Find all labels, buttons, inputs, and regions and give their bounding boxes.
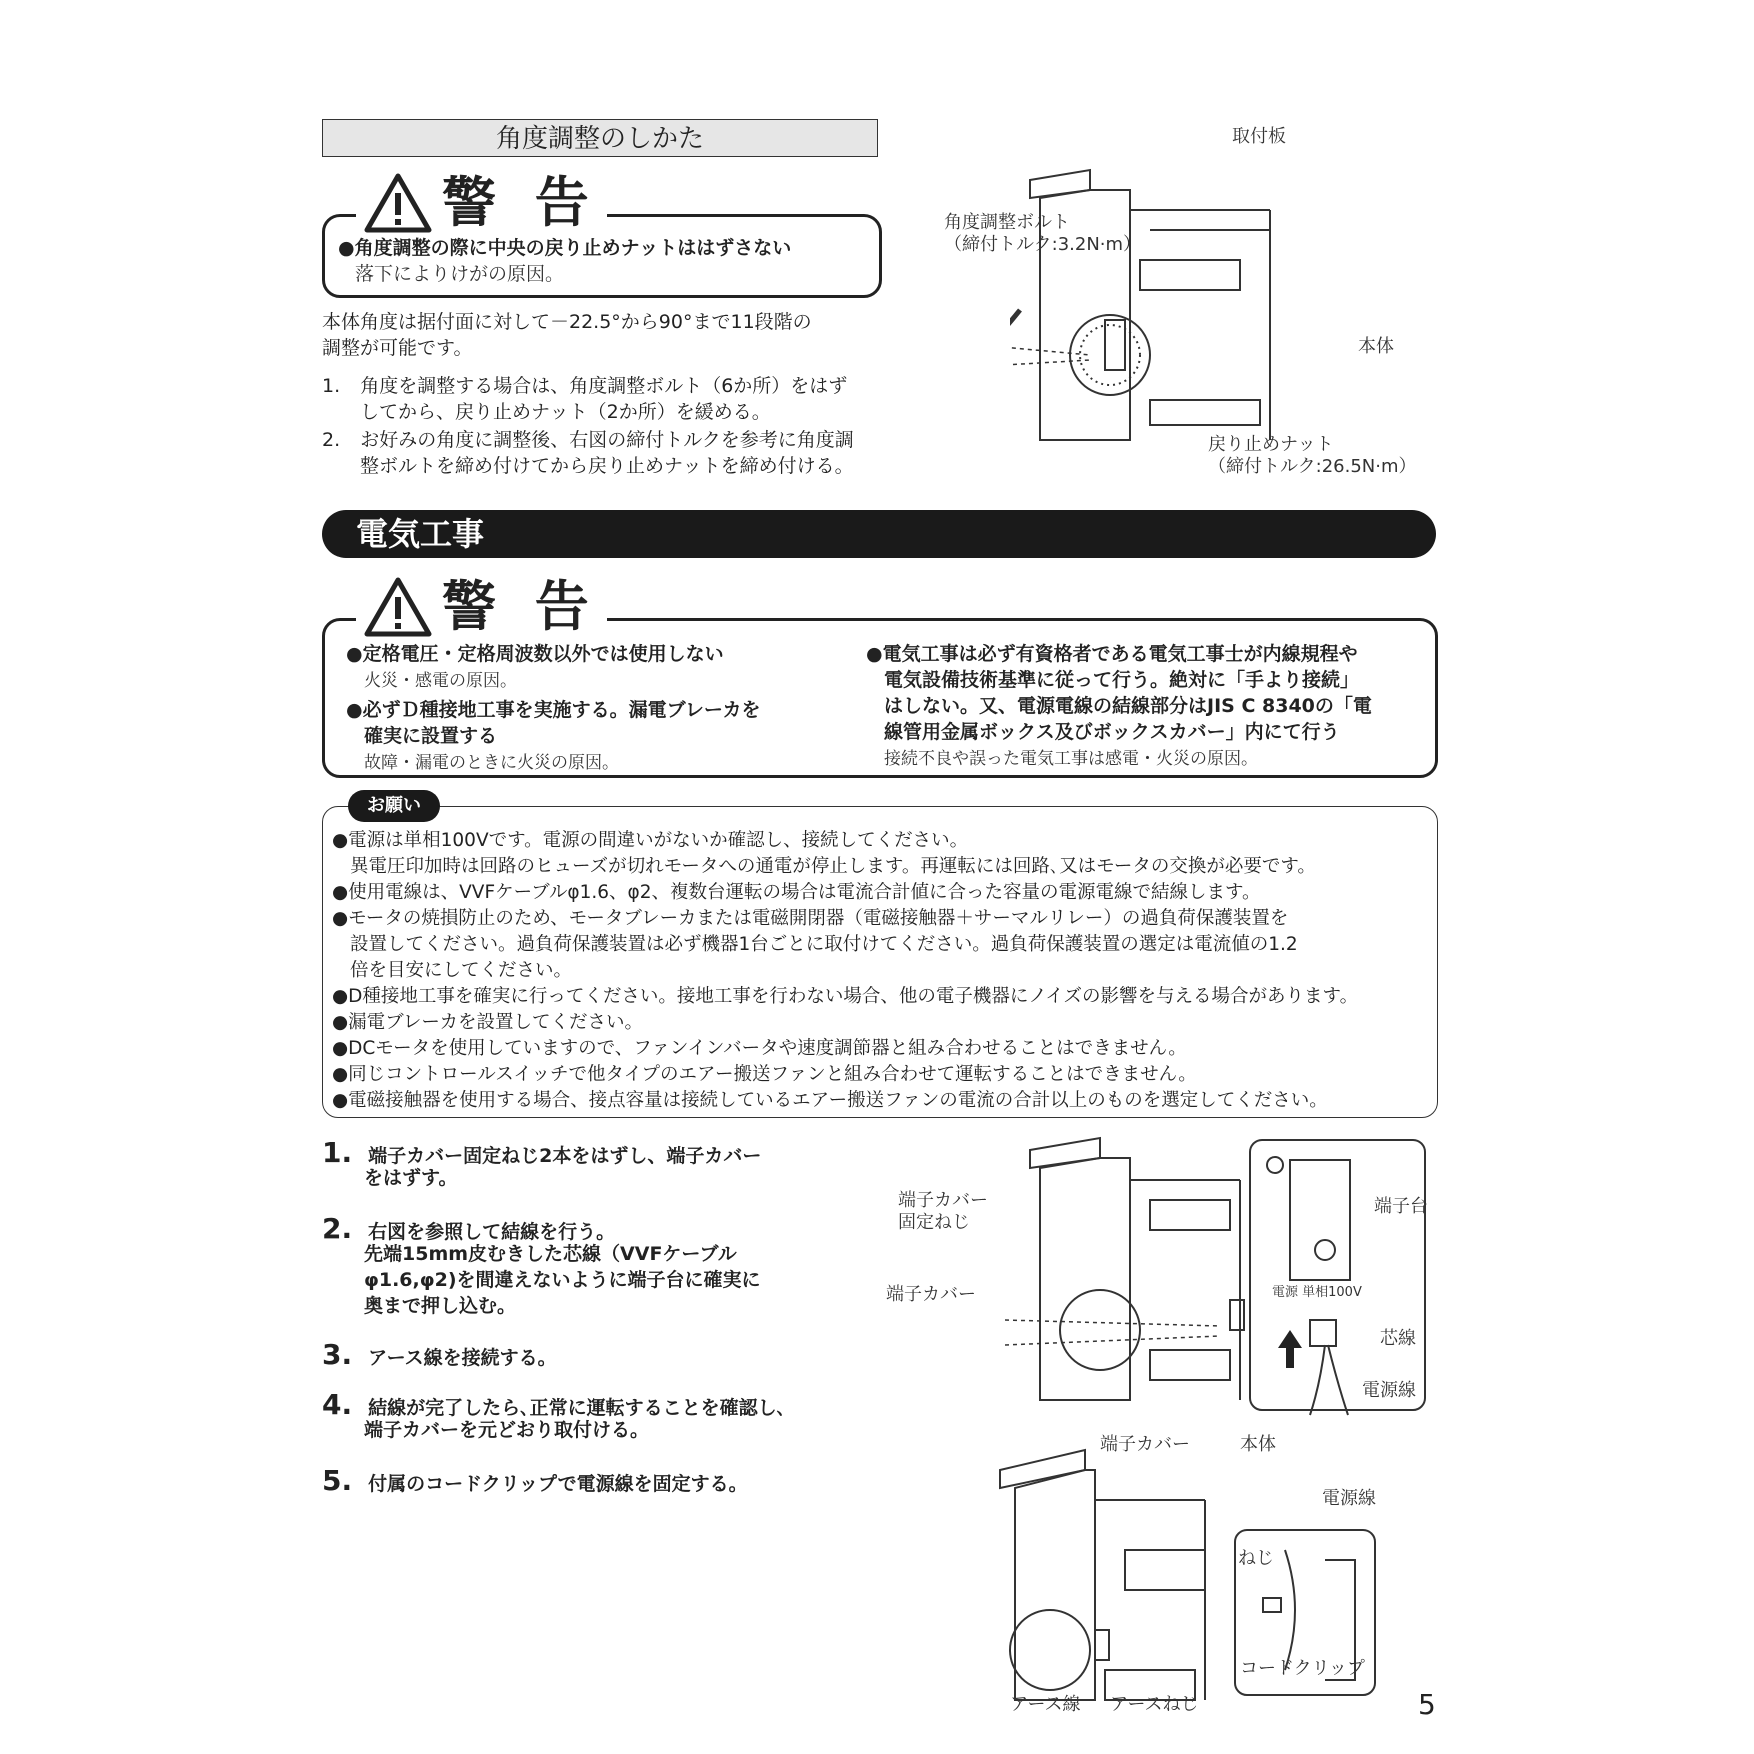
elec-step-2-cont: 先端15mm皮むきした芯線（VVFケーブル [364,1243,737,1265]
elec-step-4 [322,1388,787,1421]
step-text: 角度を調整する場合は、角度調整ボルト（6か所）をはず [360,375,848,397]
step-number: 3. [322,1338,353,1371]
label-fig2-earth-wire: アース線 [1010,1694,1081,1715]
label-lock-nut: 戻り止めナット [1208,434,1334,455]
label-terminal-cover: 端子カバー [886,1284,976,1305]
elec-step-4-cont: 端子カバーを元どおり取付ける。 [364,1419,650,1441]
elec-warning-1-main: ●定格電圧・定格周波数以外では使用しない [346,643,724,665]
label-fig2-cord-clip: コードクリップ [1240,1658,1365,1679]
label-terminal-marking: 電源 単相100V [1272,1285,1362,1300]
request-line: ●モータの焼損防止のため、モータブレーカまたは電磁開閉器（電磁接触器＋サーマルリレー）の過負荷保護装置を [332,908,1289,929]
angle-step-1 [322,374,847,399]
elec-warning-3-line4: 線管用金属ボックス及びボックスカバー」内にて行う [884,721,1340,743]
terminal-wiring-diagram [990,1130,1440,1420]
request-line: ●D種接地工事を確実に行ってください。接地工事を行わない場合、他の電子機器にノイズの影響を与える場合があります。 [332,986,1359,1007]
label-fig2-terminal-cover: 端子カバー [1100,1434,1190,1455]
elec-step-2-cont: 奥まで押し込む。 [364,1295,517,1317]
elec-step-1 [322,1136,762,1169]
angle-step-1-cont: してから、戻り止めナット（2か所）を緩める。 [360,401,771,423]
label-mount-plate: 取付板 [1232,126,1286,147]
angle-intro-line2: 調整が可能です。 [322,337,473,359]
angle-step-2 [322,428,854,453]
step-number: 5. [322,1464,353,1497]
label-power-wire: 電源線 [1362,1380,1416,1401]
elec-step-1-cont: をはずす。 [364,1167,458,1189]
request-line: ●電源は単相100Vです。電源の間違いがないか確認し、接続してください。 [332,830,969,851]
angle-section-title: 角度調整のしかた [322,119,878,157]
step-text: 付属のコードクリップで電源線を固定する。 [368,1473,748,1495]
step-text: 結線が完了したら､正常に運転することを確認し､ [368,1397,787,1419]
electrical-warning-header [356,572,607,642]
step-number: 1. [322,375,341,397]
label-terminal-block: 端子台 [1374,1196,1428,1217]
angle-warning-header [356,168,607,238]
label-bolt-torque: （締付トルク:3.2N·m） [944,234,1142,255]
label-cover-screw-1: 端子カバー [898,1190,988,1211]
elec-step-2 [322,1212,616,1245]
request-label: お願い [348,790,440,822]
label-nut-torque: （締付トルク:26.5N·m） [1208,456,1417,477]
step-number: 2. [322,429,341,451]
step-number: 2. [322,1212,353,1245]
request-line: 設置してください。過負荷保護装置は必ず機器1台ごとに取付けてください。過負荷保護装置の選定は電流値の1.2 [350,934,1298,955]
warning-triangle-icon [364,577,432,637]
elec-warning-3-line3: はしない。又、電源電線の結線部分はJIS C 8340の「電 [884,695,1372,717]
label-fig2-earth-screw: アースねじ [1110,1694,1199,1715]
elec-step-2-cont: φ1.6,φ2)を間違えないように端子台に確実に [364,1269,761,1291]
elec-step-3 [322,1338,557,1371]
step-number: 1. [322,1136,353,1169]
angle-warning-sub: 落下によりけがの原因。 [355,263,565,285]
angle-step-2-cont: 整ボルトを締め付けてから戻り止めナットを締め付ける。 [360,455,854,477]
angle-warning-main: ●角度調整の際に中央の戻り止めナットははずさない [338,237,792,259]
label-core-wire: 芯線 [1380,1328,1416,1349]
elec-warning-3-sub: 接続不良や誤った電気工事は感電・火災の原因。 [884,749,1258,769]
electrical-warning-word: 警 告 [442,575,599,638]
label-angle-bolt: 角度調整ボルト [944,212,1070,233]
request-line: ●同じコントロールスイッチで他タイプのエアー搬送ファンと組み合わせて運転することはできません。 [332,1064,1197,1085]
elec-warning-2-main1: ●必ずＤ種接地工事を実施する。漏電ブレーカを [346,699,761,721]
elec-warning-3-line2: 電気設備技術基準に従って行う。絶対に「手より接続」 [884,669,1360,691]
request-line: 倍を目安にしてください。 [350,960,573,981]
electrical-section-title: 電気工事 [322,510,1436,558]
step-number: 4. [322,1388,353,1421]
step-text: 右図を参照して結線を行う。 [368,1221,616,1243]
label-fig2-screw: ねじ [1238,1548,1274,1569]
label-body: 本体 [1358,336,1394,357]
step-text: アース線を接続する。 [368,1347,557,1369]
label-fig2-power-wire: 電源線 [1322,1488,1376,1509]
request-line: 異電圧印加時は回路のヒューズが切れモータへの通電が停止します。再運転には回路､又はモータの交換が必要です。 [350,856,1316,877]
label-cover-screw-2: 固定ねじ [898,1212,970,1233]
page-number: 5 [1418,1688,1436,1721]
step-text: お好みの角度に調整後、右図の締付トルクを参考に角度調 [360,429,854,451]
request-line: ●使用電線は、VVFケーブルφ1.6、φ2、複数台運転の場合は電流合計値に合った容量の電源電線で結線します。 [332,882,1261,903]
label-fig2-body: 本体 [1240,1434,1276,1455]
elec-warning-3-line1: ●電気工事は必ず有資格者である電気工事士が内線規程や [866,643,1358,665]
angle-intro-line1: 本体角度は据付面に対して－22.5°から90°まで11段階の [322,311,812,333]
elec-warning-2-sub: 故障・漏電のときに火災の原因。 [364,753,619,773]
step-text: 端子カバー固定ねじ2本をはずし、端子カバー [368,1145,762,1167]
request-line: ●電磁接触器を使用する場合、接点容量は接続しているエアー搬送ファンの電流の合計以上のものを選定してください。 [332,1090,1328,1111]
warning-triangle-icon [364,173,432,233]
elec-warning-2-main2: 確実に設置する [364,725,498,747]
request-line: ●漏電ブレーカを設置してください。 [332,1012,644,1033]
elec-warning-1-sub: 火災・感電の原因。 [364,671,517,691]
angle-adjustment-diagram [1010,150,1370,450]
elec-step-5 [322,1464,748,1497]
angle-warning-word: 警 告 [442,171,599,234]
request-line: ●DCモータを使用していますので、ファンインバータや速度調節器と組み合わせることはできません。 [332,1038,1187,1059]
